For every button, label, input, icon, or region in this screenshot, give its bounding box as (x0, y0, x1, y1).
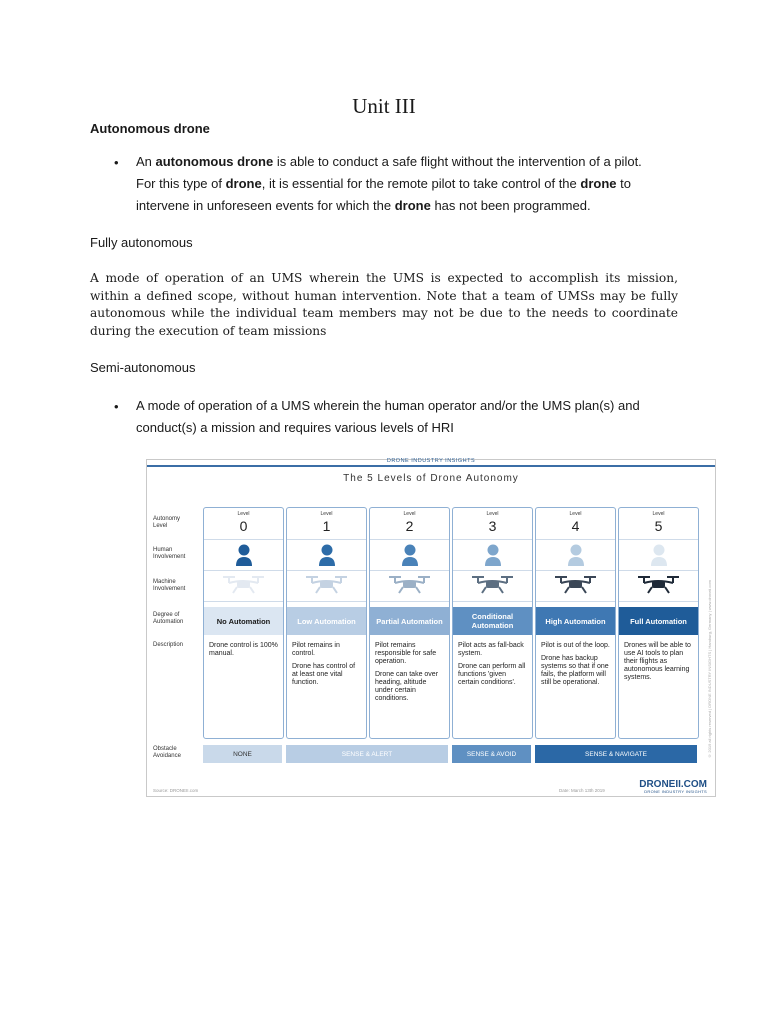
automation-label: Low Automation (287, 607, 366, 635)
person-icon (650, 544, 668, 566)
description-text: Pilot is out of the loop. (541, 642, 610, 649)
level-number: 5 (654, 518, 663, 534)
person-icon (401, 544, 419, 566)
level-word: Level (320, 511, 333, 517)
drone-icon (470, 573, 515, 595)
description-text: Drone has control of at least one vital function. (292, 663, 356, 686)
level-description (541, 642, 611, 692)
person-icon (318, 544, 336, 566)
divider (619, 570, 698, 571)
infographic-brand: DRONE INDUSTRY INSIGHTS (386, 458, 476, 464)
row-label-machine: Machine Involvement (153, 579, 186, 592)
automation-label: Conditional Automation (453, 607, 532, 635)
page-title: Unit III (352, 94, 416, 118)
divider (370, 570, 449, 571)
infographic-top-rule (147, 465, 715, 467)
divider (370, 539, 449, 540)
row-label-human: Human Involvement (153, 547, 186, 560)
bullet-1-line-2: For this type of drone, it is essential for the remote pilot to take control of the drone to (136, 176, 631, 191)
divider (287, 570, 366, 571)
divider (204, 601, 283, 602)
fully-autonomous-paragraph (90, 270, 678, 340)
infographic-side-credit: © 2019 all rights reserved | DRONE INDUSTRY INSIGHTS | Hamburg, Germany | www.droneii.com (707, 580, 712, 759)
level-description (292, 642, 362, 692)
divider (287, 601, 366, 602)
person-icon (484, 544, 502, 566)
divider (204, 539, 283, 540)
automation-label: No Automation (204, 607, 283, 635)
description-text: Drone can perform all functions 'given certain conditions'. (458, 663, 526, 686)
person-icon (235, 544, 253, 566)
description-text: Drone control is 100% manual. (209, 642, 278, 657)
infographic-date: Date: March 13th 2019 (559, 788, 605, 793)
automation-label: Full Automation (619, 607, 698, 635)
level-number: 4 (571, 518, 580, 534)
fully-autonomous-heading: Fully autonomous (90, 235, 193, 250)
obstacle-avoidance-segment: NONE (203, 745, 282, 763)
person-icon (567, 544, 585, 566)
semi-autonomous-heading: Semi-autonomous (90, 360, 196, 375)
divider (536, 601, 615, 602)
obstacle-avoidance-segment: SENSE & NAVIGATE (535, 745, 697, 763)
drone-icon (221, 573, 266, 595)
para-line: during the execution of team missions (90, 323, 327, 338)
drone-icon (636, 573, 681, 595)
divider (619, 539, 698, 540)
autonomy-infographic (146, 459, 716, 797)
bullet-1-line-1: An autonomous drone is able to conduct a safe flight without the intervention of a pilot. (136, 154, 642, 169)
row-label-autonomy: Autonomy Level (153, 516, 181, 529)
droneii-logo-sub: DRONE INDUSTRY INSIGHTS (644, 789, 707, 794)
obstacle-avoidance-segment: SENSE & ALERT (286, 745, 448, 763)
bullet-2-line-1: A mode of operation of a UMS wherein the human operator and/or the UMS plan(s) and (136, 398, 640, 413)
level-column (452, 507, 533, 739)
para-line: within a defined scope, without human intervention. Note that a team of UMSs may be fully (90, 288, 678, 303)
level-word: Level (652, 511, 665, 517)
bullet-1-text (136, 151, 684, 217)
description-text: Pilot remains in control. (292, 642, 340, 657)
description-text: Drone can take over heading, altitude under certain conditions. (375, 671, 439, 702)
level-column (535, 507, 616, 739)
level-column (203, 507, 284, 739)
divider (453, 539, 532, 540)
bullet-1-line-3: intervene in unforeseen events for which the drone has not been programmed. (136, 198, 591, 213)
level-number: 1 (322, 518, 331, 534)
level-column (618, 507, 699, 739)
drone-icon (387, 573, 432, 595)
row-label-obstacle: Obstacle Avoidance (153, 746, 181, 759)
autonomous-heading: Autonomous drone (90, 121, 210, 136)
bullet-2-marker: • (114, 399, 119, 414)
level-column (369, 507, 450, 739)
bullet-2-text (136, 395, 684, 439)
row-label-description: Description (153, 642, 184, 648)
divider (204, 570, 283, 571)
automation-label: Partial Automation (370, 607, 449, 635)
divider (453, 601, 532, 602)
level-column (286, 507, 367, 739)
para-line: A mode of operation of an UMS wherein the UMS is expected to accomplish its mission, (90, 271, 678, 285)
row-label-degree: Degree of Automation (153, 612, 184, 625)
divider (536, 539, 615, 540)
drone-icon (304, 573, 349, 595)
divider (619, 601, 698, 602)
bullet-1-marker: • (114, 155, 119, 170)
level-word: Level (486, 511, 499, 517)
description-text: Drone has backup systems so that if one fails, the platform will still be operational. (541, 655, 609, 686)
divider (287, 539, 366, 540)
level-number: 3 (488, 518, 497, 534)
level-description (375, 642, 445, 708)
level-word: Level (403, 511, 416, 517)
level-description (458, 642, 528, 692)
para-line: autonomous while the individual team members may not be due to the needs to coordinate (90, 306, 678, 320)
level-word: Level (237, 511, 250, 517)
obstacle-avoidance-segment: SENSE & AVOID (452, 745, 531, 763)
bullet-2-line-2: conduct(s) a mission and requires various levels of HRI (136, 420, 454, 435)
description-text: Drones will be able to use AI tools to plan their flights as autonomous learning systems. (624, 642, 691, 681)
level-description (624, 642, 694, 687)
level-description (209, 642, 279, 663)
level-number: 2 (405, 518, 414, 534)
infographic-title: The 5 Levels of Drone Autonomy (343, 473, 519, 484)
description-text: Pilot remains responsible for safe operation. (375, 642, 437, 665)
description-text: Pilot acts as fall-back system. (458, 642, 524, 657)
level-word: Level (569, 511, 582, 517)
automation-label: High Automation (536, 607, 615, 635)
level-number: 0 (239, 518, 248, 534)
divider (453, 570, 532, 571)
droneii-logo: DRONEII.COM (639, 779, 707, 790)
divider (536, 570, 615, 571)
infographic-source: Source: DRONEII.com (153, 788, 199, 793)
drone-icon (553, 573, 598, 595)
divider (370, 601, 449, 602)
